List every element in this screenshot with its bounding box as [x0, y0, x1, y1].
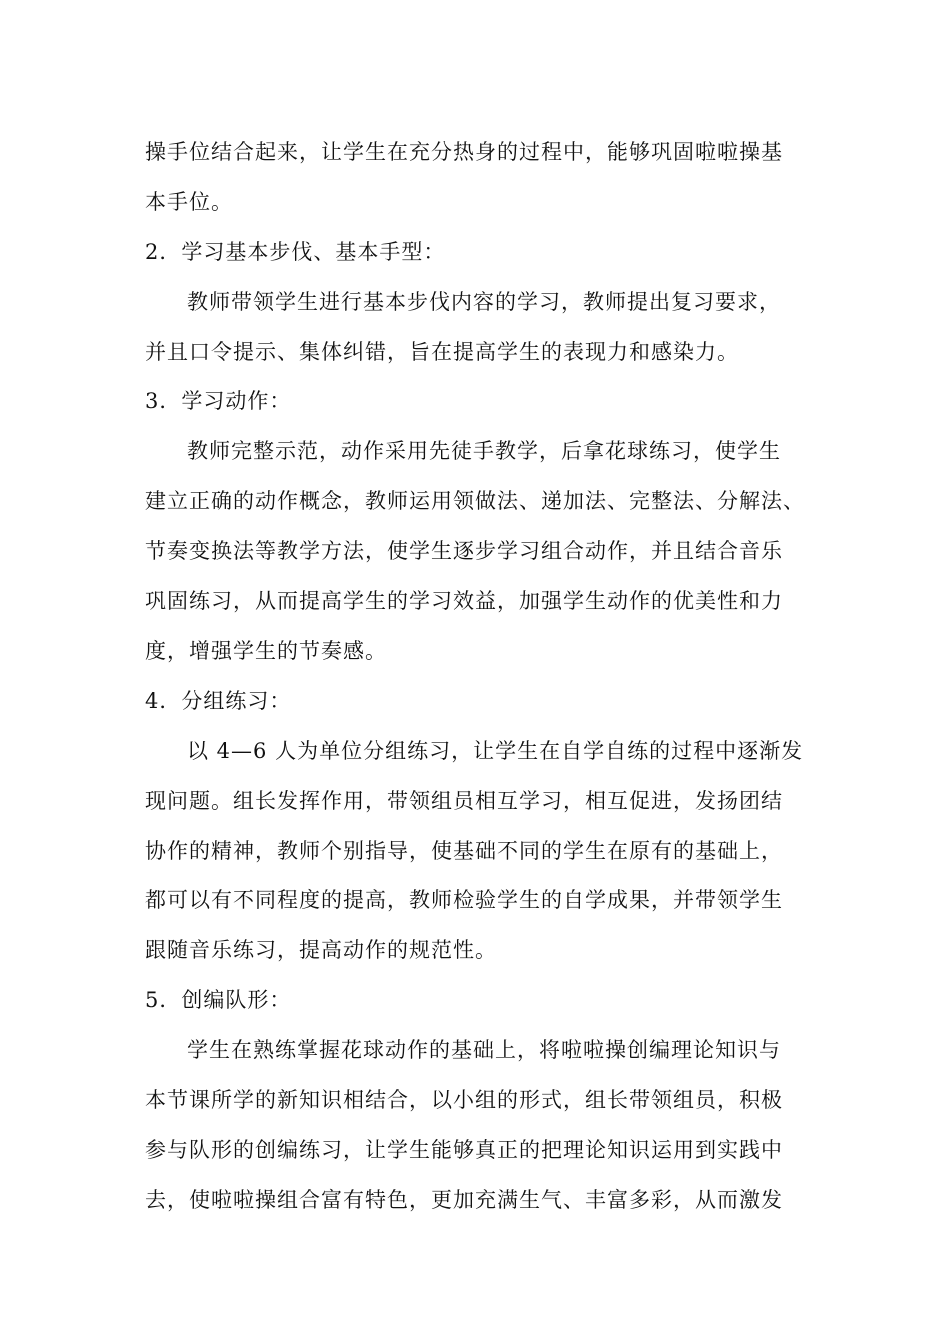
- paragraph-line: 学生在熟练掌握花球动作的基础上，将啦啦操创编理论知识与: [187, 1038, 781, 1062]
- paragraph-line: 教师完整示范，动作采用先徒手教学，后拿花球练习，使学生: [187, 439, 781, 463]
- section-heading: 2．学习基本步伐、基本手型：: [145, 240, 446, 264]
- paragraph-line: 建立正确的动作概念，教师运用领做法、递加法、完整法、分解法、: [145, 489, 805, 513]
- paragraph-line: 并且口令提示、集体纠错，旨在提高学生的表现力和感染力。: [145, 340, 739, 364]
- paragraph-line: 节奏变换法等教学方法，使学生逐步学习组合动作，并且结合音乐: [145, 539, 783, 563]
- paragraph-line: 教师带领学生进行基本步伐内容的学习，教师提出复习要求，: [187, 290, 781, 314]
- paragraph-line: 以 4—6 人为单位分组练习，让学生在自学自练的过程中逐渐发: [187, 739, 804, 763]
- paragraph-line: 都可以有不同程度的提高，教师检验学生的自学成果，并带领学生: [145, 888, 783, 912]
- section-heading: 5．创编队形：: [145, 988, 292, 1012]
- section-heading: 4．分组练习：: [145, 689, 292, 713]
- text-line: 本手位。: [145, 190, 233, 214]
- paragraph-line: 现问题。组长发挥作用，带领组员相互学习，相互促进，发扬团结: [145, 789, 783, 813]
- section-heading: 3．学习动作：: [145, 389, 292, 413]
- text-line: 操手位结合起来，让学生在充分热身的过程中，能够巩固啦啦操基: [145, 140, 783, 164]
- paragraph-line: 跟随音乐练习，提高动作的规范性。: [145, 938, 497, 962]
- paragraph-line: 去，使啦啦操组合富有特色，更加充满生气、丰富多彩，从而激发: [145, 1188, 783, 1212]
- paragraph-line: 本节课所学的新知识相结合，以小组的形式，组长带领组员，积极: [145, 1088, 783, 1112]
- paragraph-line: 协作的精神，教师个别指导，使基础不同的学生在原有的基础上，: [145, 839, 783, 863]
- paragraph-line: 度，增强学生的节奏感。: [145, 639, 387, 663]
- paragraph-line: 巩固练习，从而提高学生的学习效益，加强学生动作的优美性和力: [145, 589, 783, 613]
- paragraph-line: 参与队形的创编练习，让学生能够真正的把理论知识运用到实践中: [145, 1138, 783, 1162]
